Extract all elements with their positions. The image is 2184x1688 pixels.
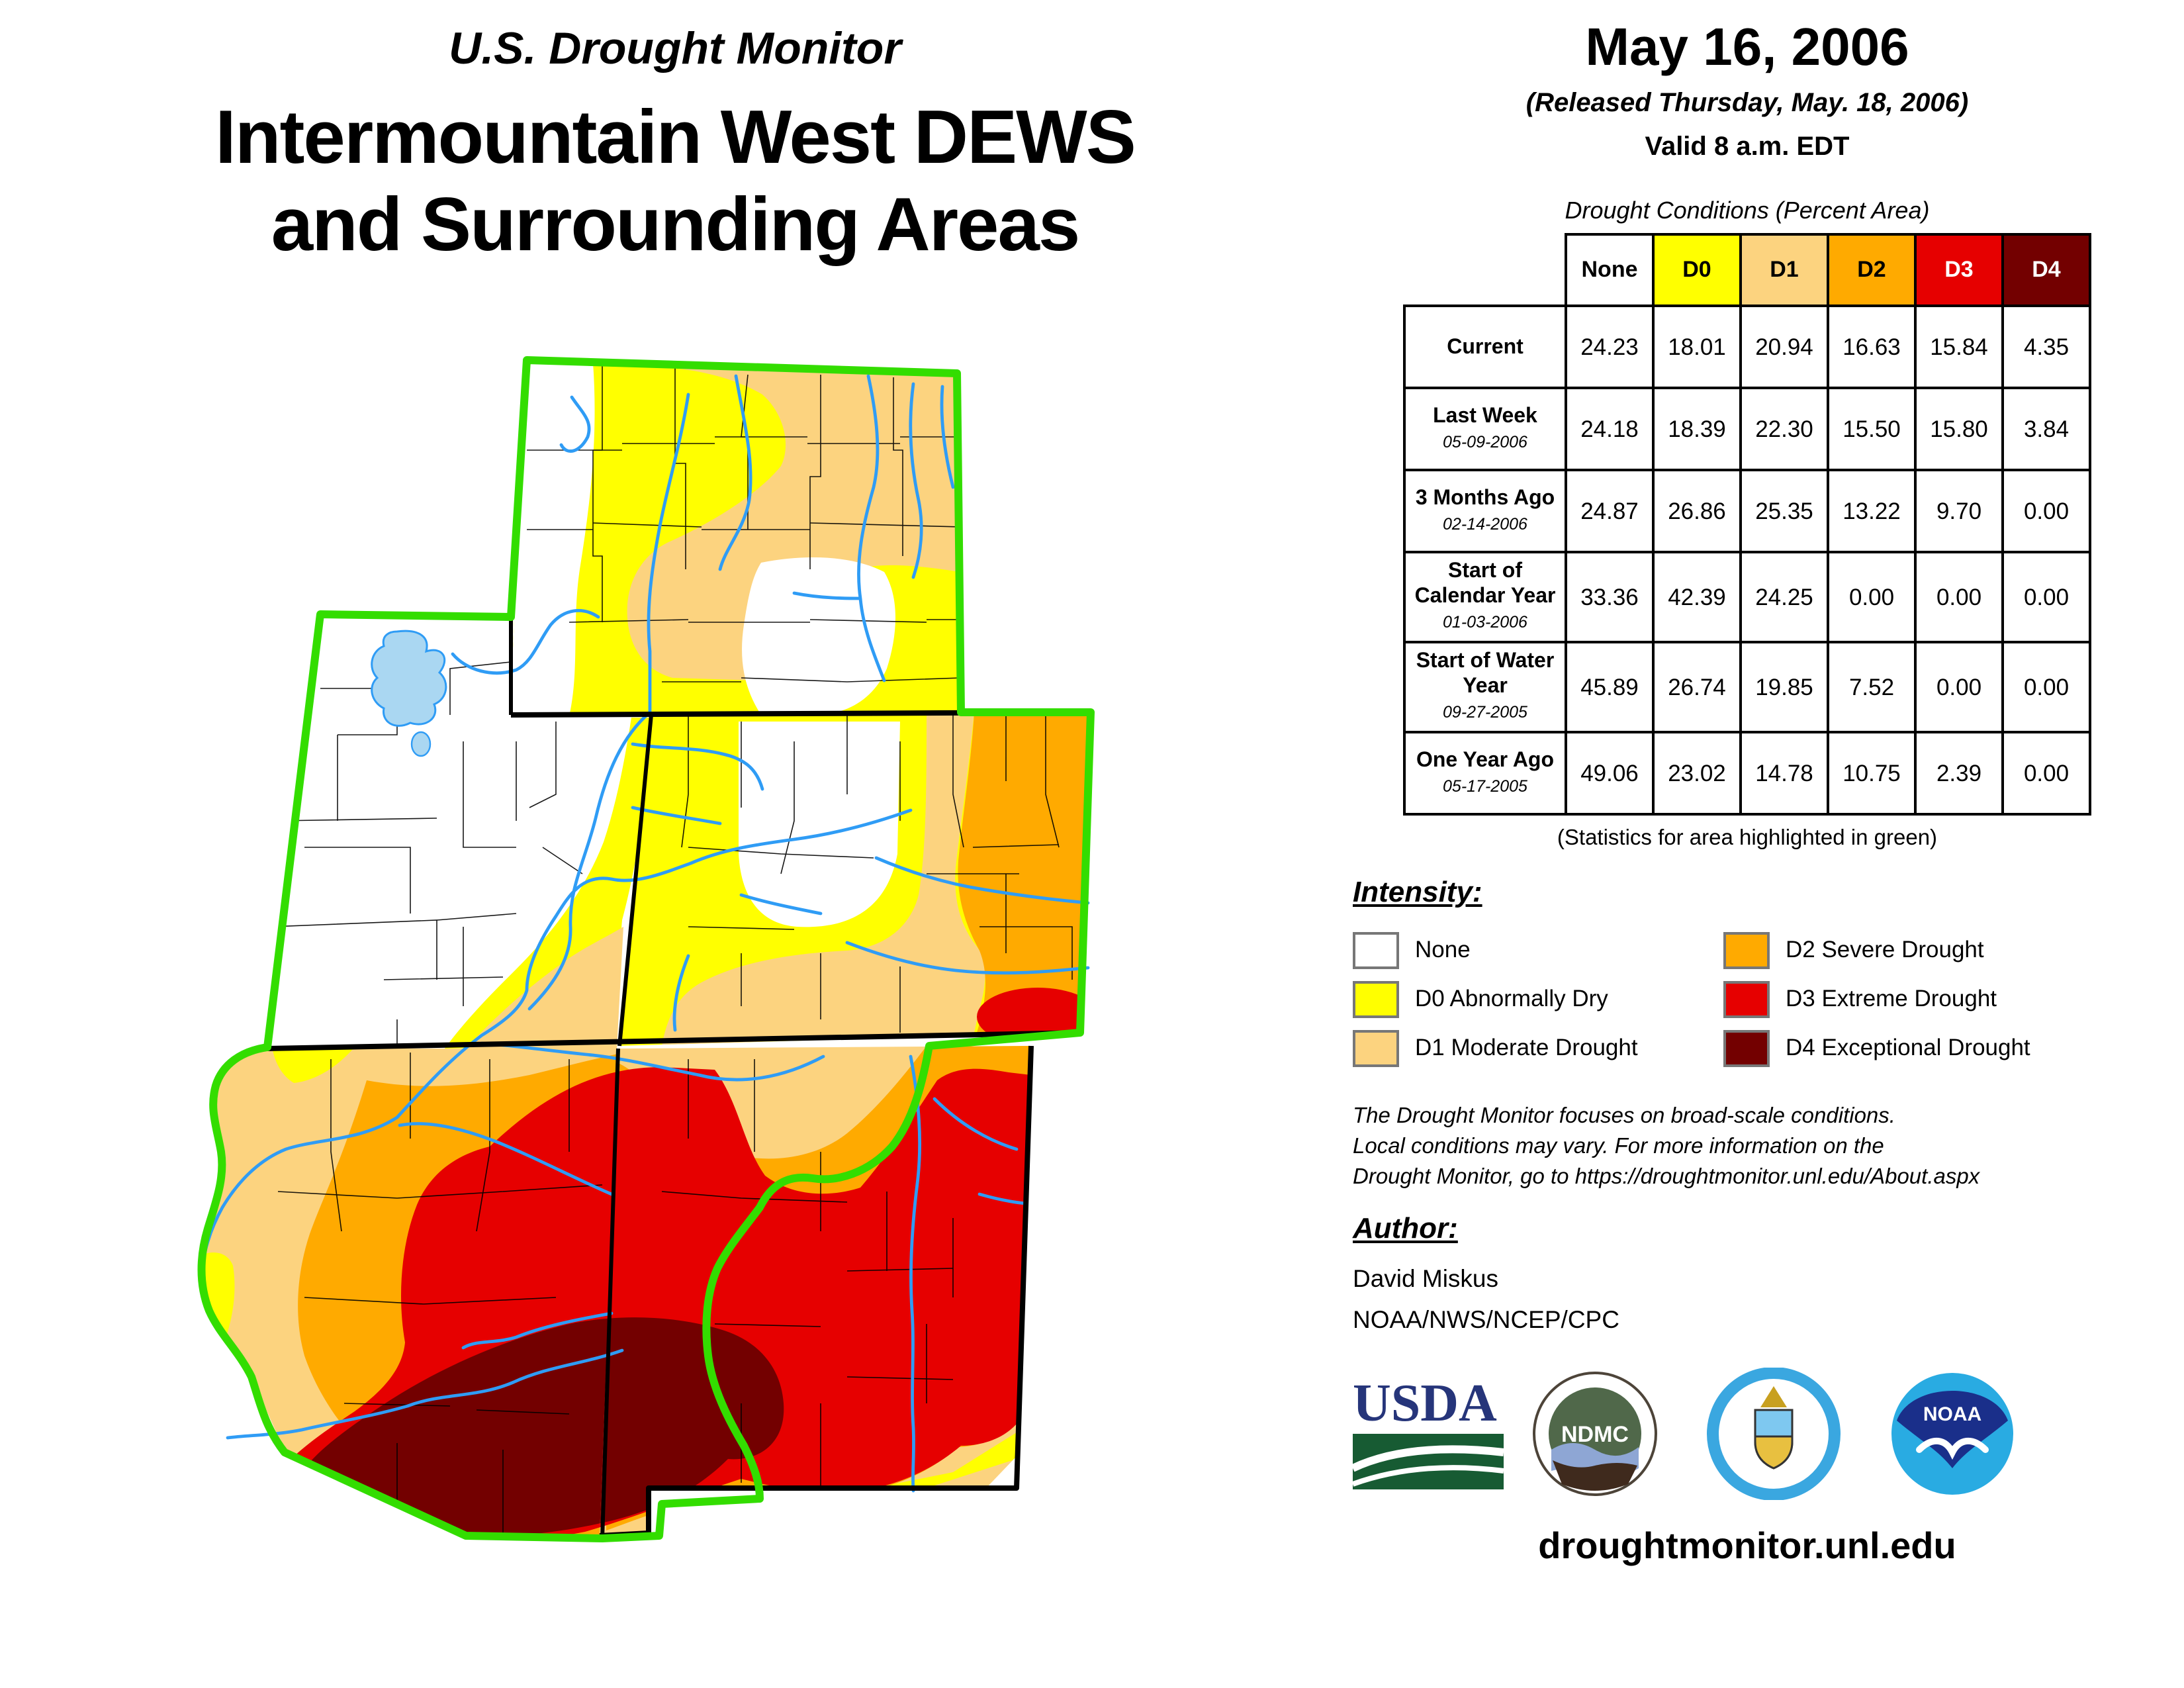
author-heading: Author:	[1353, 1211, 1458, 1244]
col-header-d0: D0	[1653, 234, 1741, 306]
legend-swatch-d1	[1353, 1029, 1399, 1066]
page-supertitle: U.S. Drought Monitor	[449, 24, 901, 74]
cell-value: 25.35	[1741, 470, 1828, 552]
utah-lake	[412, 732, 430, 756]
row-date: 05-17-2005	[1443, 776, 1527, 795]
row-label: One Year Ago	[1416, 749, 1555, 771]
table-row	[1404, 306, 2090, 388]
cell-value: 16.63	[1828, 306, 1915, 388]
cell-value: 20.94	[1741, 306, 1828, 388]
row-label: Start of Calendar Year	[1414, 560, 1556, 608]
cell-value: 4.35	[2003, 306, 2090, 388]
col-header-d4: D4	[2003, 234, 2090, 306]
cell-value: 0.00	[2003, 732, 2090, 814]
cell-value: 26.86	[1653, 470, 1741, 552]
page-title-line2: and Surrounding Areas	[271, 183, 1079, 267]
legend-swatch-none	[1353, 931, 1399, 968]
cell-value: 7.52	[1828, 642, 1915, 732]
cell-value: 24.25	[1741, 552, 1828, 642]
cell-value: 15.50	[1828, 388, 1915, 470]
valid-time: Valid 8 a.m. EDT	[1645, 132, 1850, 162]
cell-value: 23.02	[1653, 732, 1741, 814]
table-title: Drought Conditions (Percent Area)	[1565, 197, 1930, 224]
legend-label: None	[1415, 936, 1471, 962]
cell-value: 0.00	[2003, 552, 2090, 642]
released-date: (Released Thursday, May. 18, 2006)	[1525, 89, 1969, 118]
date-block	[1403, 19, 2091, 163]
cell-value: 3.84	[2003, 388, 2090, 470]
table-row	[1404, 642, 2090, 732]
legend-item	[1723, 974, 2120, 1023]
intensity-heading: Intensity:	[1353, 875, 1482, 908]
legend-swatch-d3	[1723, 980, 1770, 1017]
cell-value: 42.39	[1653, 552, 1741, 642]
cell-value: 24.87	[1566, 470, 1653, 552]
disclaimer	[1353, 1102, 2144, 1193]
table-row	[1404, 552, 2090, 642]
cell-value: 49.06	[1566, 732, 1653, 814]
cell-value: 24.23	[1566, 306, 1653, 388]
col-header-d1: D1	[1741, 234, 1828, 306]
row-label: Start of Water Year	[1416, 650, 1555, 698]
noaa-text: NOAA	[1923, 1403, 1982, 1425]
cell-value: 13.22	[1828, 470, 1915, 552]
agency-logos	[1350, 1368, 2091, 1500]
legend-item	[1723, 925, 2120, 974]
usda-logo	[1353, 1374, 1504, 1489]
drought-conditions-table	[1403, 233, 2091, 816]
table-row	[1404, 470, 2090, 552]
legend-item	[1353, 1023, 1723, 1072]
legend-label: D1 Moderate Drought	[1415, 1034, 1638, 1060]
row-label: Last Week	[1433, 404, 1537, 427]
cell-value: 18.01	[1653, 306, 1741, 388]
page-title-line1: Intermountain West DEWS	[215, 95, 1135, 180]
legend-item	[1723, 1023, 2120, 1072]
cell-value: 26.74	[1653, 642, 1741, 732]
cell-value: 0.00	[1915, 642, 2003, 732]
cell-value: 24.18	[1566, 388, 1653, 470]
legend-swatch-d4	[1723, 1029, 1770, 1066]
cell-value: 33.36	[1566, 552, 1653, 642]
row-date: 02-14-2006	[1443, 514, 1527, 533]
row-date: 09-27-2005	[1443, 703, 1527, 722]
legend-label: D2 Severe Drought	[1786, 936, 1984, 962]
noaa-logo	[1891, 1373, 2013, 1495]
legend-swatch-d2	[1723, 931, 1770, 968]
table-row	[1404, 388, 2090, 470]
col-header-d3: D3	[1915, 234, 2003, 306]
row-label: 3 Months Ago	[1415, 487, 1555, 509]
ndmc-logo	[1534, 1373, 1656, 1495]
row-label: Current	[1447, 336, 1524, 358]
state-colorado	[609, 702, 1099, 1059]
cell-value: 0.00	[2003, 470, 2090, 552]
row-date: 01-03-2006	[1443, 613, 1527, 632]
col-header-none: None	[1566, 234, 1653, 306]
website-url: droughtmonitor.unl.edu	[1538, 1525, 1956, 1566]
col-header-d2: D2	[1828, 234, 1915, 306]
table-corner-cell	[1404, 234, 1566, 306]
table-header-row	[1404, 234, 2090, 306]
ndmc-text: NDMC	[1561, 1422, 1629, 1447]
author-org: NOAA/NWS/NCEP/CPC	[1353, 1305, 1619, 1333]
legend-label: D0 Abnormally Dry	[1415, 985, 1608, 1011]
cell-value: 2.39	[1915, 732, 2003, 814]
cell-value: 45.89	[1566, 642, 1653, 732]
cell-value: 0.00	[1828, 552, 1915, 642]
cell-value: 22.30	[1741, 388, 1828, 470]
cell-value: 18.39	[1653, 388, 1741, 470]
usda-text: USDA	[1353, 1374, 1497, 1432]
disclaimer-line: Local conditions may vary. For more information on the	[1353, 1135, 1884, 1158]
row-date: 05-09-2006	[1443, 432, 1527, 451]
commerce-seal	[1713, 1373, 1835, 1495]
disclaimer-line: Drought Monitor, go to https://droughtmonitor.unl.edu/About.aspx	[1353, 1165, 1980, 1189]
legend-label: D3 Extreme Drought	[1786, 985, 1997, 1011]
cell-value: 0.00	[2003, 642, 2090, 732]
legend-label: D4 Exceptional Drought	[1786, 1034, 2030, 1060]
cell-value: 14.78	[1741, 732, 1828, 814]
table-caption: (Statistics for area highlighted in green)	[1557, 826, 1938, 850]
intensity-legend	[1353, 925, 2144, 1072]
legend-item	[1353, 974, 1723, 1023]
legend-item	[1353, 925, 1723, 974]
map-date: May 16, 2006	[1585, 19, 1909, 77]
cell-value: 0.00	[1915, 552, 2003, 642]
cell-value: 15.80	[1915, 388, 2003, 470]
cell-value: 15.84	[1915, 306, 2003, 388]
cell-value: 19.85	[1741, 642, 1828, 732]
co-none-center	[739, 722, 900, 927]
legend-swatch-d0	[1353, 980, 1399, 1017]
cell-value: 9.70	[1915, 470, 2003, 552]
cell-value: 10.75	[1828, 732, 1915, 814]
author-name: David Miskus	[1353, 1264, 1498, 1292]
info-panel	[1350, 19, 2144, 1568]
disclaimer-line: The Drought Monitor focuses on broad-scale conditions.	[1353, 1104, 1895, 1128]
table-row	[1404, 732, 2090, 814]
